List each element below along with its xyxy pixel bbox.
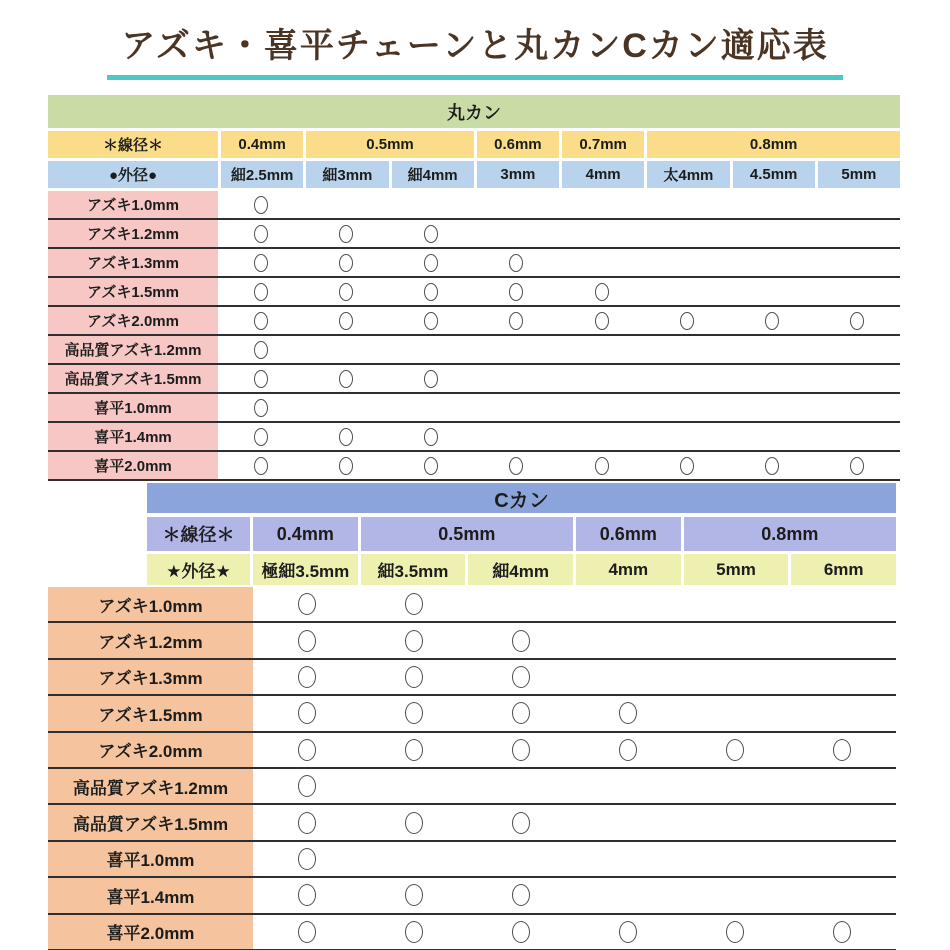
compatibility-cell: [644, 336, 729, 363]
compatibility-cell: [644, 220, 729, 247]
compatibility-cell: [474, 452, 559, 479]
compatibility-cell: [360, 769, 467, 803]
compatibility-cell: [559, 220, 644, 247]
compatibility-cell: [815, 191, 900, 218]
table-row: [48, 220, 900, 249]
compatibility-cell: [389, 220, 474, 247]
ckan-table: [48, 483, 896, 950]
row-label: アズキ1.2mm: [48, 623, 253, 657]
circle-mark: [680, 457, 694, 475]
circle-mark: [254, 428, 268, 446]
circle-mark: [619, 702, 637, 724]
circle-mark: [298, 593, 316, 615]
compatibility-cell: [644, 249, 729, 276]
compatibility-cell: [389, 249, 474, 276]
compatibility-cell: [789, 696, 896, 730]
circle-mark: [339, 457, 353, 475]
compatibility-cell: [644, 365, 729, 392]
compatibility-cell: [789, 623, 896, 657]
compatibility-cell: [730, 336, 815, 363]
row-label: アズキ1.3mm: [48, 660, 253, 694]
compatibility-cell: [574, 842, 681, 876]
row-label: 喜平2.0mm: [48, 915, 253, 949]
compatibility-cell: [360, 915, 467, 949]
compatibility-cell: [303, 394, 388, 421]
compatibility-cell: [789, 805, 896, 839]
circle-mark: [509, 254, 523, 272]
circle-mark: [254, 283, 268, 301]
compatibility-cell: [682, 623, 789, 657]
table-row: [48, 660, 896, 696]
column-header: 6mm: [791, 554, 896, 585]
compatibility-cell: [682, 660, 789, 694]
compatibility-cell: [682, 696, 789, 730]
circle-mark: [424, 428, 438, 446]
compatibility-cell: [303, 365, 388, 392]
circle-mark: [254, 457, 268, 475]
column-header: 4mm: [576, 554, 681, 585]
compatibility-cell: [559, 249, 644, 276]
circle-mark: [298, 666, 316, 688]
circle-mark: [509, 312, 523, 330]
circle-mark: [339, 370, 353, 388]
compatibility-cell: [574, 660, 681, 694]
table-row: [48, 769, 896, 805]
wire-diameter-value: 0.8mm: [647, 131, 900, 158]
compatibility-cell: [303, 191, 388, 218]
compatibility-cell: [253, 769, 360, 803]
circle-mark: [509, 283, 523, 301]
compatibility-cell: [815, 278, 900, 305]
circle-mark: [405, 593, 423, 615]
circle-mark: [512, 921, 530, 943]
compatibility-cell: [253, 587, 360, 621]
compatibility-cell: [789, 769, 896, 803]
compatibility-cell: [303, 452, 388, 479]
compatibility-cell: [815, 394, 900, 421]
compatibility-cell: [467, 733, 574, 767]
column-header: 極細3.5mm: [253, 554, 358, 585]
compatibility-cell: [644, 307, 729, 334]
circle-mark: [254, 225, 268, 243]
compatibility-cell: [789, 660, 896, 694]
table-title: 丸カン: [48, 95, 900, 128]
compatibility-cell: [303, 307, 388, 334]
row-label: 喜平1.4mm: [48, 423, 218, 450]
column-header: 5mm: [818, 161, 900, 188]
circle-mark: [726, 921, 744, 943]
row-label: 喜平1.0mm: [48, 842, 253, 876]
wire-diameter-value: 0.7mm: [562, 131, 644, 158]
compatibility-cell: [253, 842, 360, 876]
compatibility-cell: [474, 307, 559, 334]
compatibility-cell: [360, 623, 467, 657]
circle-mark: [405, 739, 423, 761]
compatibility-cell: [218, 365, 303, 392]
compatibility-cell: [467, 915, 574, 949]
compatibility-cell: [218, 220, 303, 247]
circle-mark: [298, 775, 316, 797]
compatibility-cell: [682, 769, 789, 803]
compatibility-cell: [389, 307, 474, 334]
compatibility-cell: [789, 915, 896, 949]
circle-mark: [619, 739, 637, 761]
compatibility-cell: [559, 336, 644, 363]
table-row: [48, 878, 896, 914]
circle-mark: [424, 370, 438, 388]
compatibility-cell: [389, 423, 474, 450]
table-row: [48, 915, 896, 950]
compatibility-cell: [253, 878, 360, 912]
compatibility-cell: [815, 220, 900, 247]
circle-mark: [405, 666, 423, 688]
table-row: [48, 394, 900, 423]
circle-mark: [424, 312, 438, 330]
compatibility-cell: [389, 191, 474, 218]
compatibility-cell: [815, 365, 900, 392]
table-row: [48, 733, 896, 769]
column-header: 3mm: [477, 161, 559, 188]
compatibility-cell: [474, 220, 559, 247]
compatibility-cell: [815, 249, 900, 276]
row-label: アズキ2.0mm: [48, 733, 253, 767]
row-label: アズキ1.5mm: [48, 696, 253, 730]
table-row: [48, 365, 900, 394]
circle-mark: [254, 312, 268, 330]
compatibility-cell: [730, 365, 815, 392]
column-header: 細2.5mm: [221, 161, 303, 188]
wire-diameter-value: 0.8mm: [684, 517, 896, 551]
circle-mark: [765, 457, 779, 475]
wire-diameter-row: [48, 131, 900, 158]
table-row: [48, 696, 896, 732]
row-label: 喜平1.0mm: [48, 394, 218, 421]
row-label: 高品質アズキ1.2mm: [48, 769, 253, 803]
wire-diameter-label: ＊線径＊: [147, 517, 250, 551]
compatibility-cell: [474, 365, 559, 392]
compatibility-cell: [467, 842, 574, 876]
circle-mark: [424, 225, 438, 243]
compatibility-cell: [303, 423, 388, 450]
column-header: 4.5mm: [733, 161, 815, 188]
circle-mark: [298, 848, 316, 870]
compatibility-cell: [474, 336, 559, 363]
row-label: 喜平2.0mm: [48, 452, 218, 479]
compatibility-cell: [303, 278, 388, 305]
compatibility-cell: [389, 278, 474, 305]
table-row: [48, 278, 900, 307]
circle-mark: [424, 254, 438, 272]
compatibility-cell: [218, 191, 303, 218]
compatibility-cell: [559, 452, 644, 479]
outer-diameter-row: [48, 161, 900, 188]
table-row: [48, 623, 896, 659]
row-label: 高品質アズキ1.5mm: [48, 805, 253, 839]
circle-mark: [850, 457, 864, 475]
circle-mark: [619, 921, 637, 943]
compatibility-cell: [218, 307, 303, 334]
circle-mark: [254, 196, 268, 214]
column-header: 細4mm: [468, 554, 573, 585]
compatibility-cell: [389, 365, 474, 392]
compatibility-cell: [474, 423, 559, 450]
compatibility-cell: [682, 915, 789, 949]
compatibility-cell: [467, 696, 574, 730]
compatibility-cell: [559, 365, 644, 392]
compatibility-cell: [815, 307, 900, 334]
row-label: アズキ2.0mm: [48, 307, 218, 334]
table-row: [48, 191, 900, 220]
wire-diameter-row: [147, 517, 896, 551]
compatibility-cell: [730, 307, 815, 334]
wire-diameter-value: 0.6mm: [576, 517, 681, 551]
compatibility-cell: [574, 733, 681, 767]
compatibility-cell: [303, 336, 388, 363]
page-title: アズキ・喜平チェーンと丸カンCカン適応表: [107, 18, 843, 80]
outer-diameter-row: [147, 554, 896, 585]
compatibility-cell: [644, 278, 729, 305]
compatibility-cell: [303, 220, 388, 247]
row-label: アズキ1.0mm: [48, 587, 253, 621]
compatibility-cell: [682, 587, 789, 621]
circle-mark: [298, 702, 316, 724]
table-row: [48, 249, 900, 278]
compatibility-cell: [218, 394, 303, 421]
compatibility-cell: [474, 278, 559, 305]
compatibility-cell: [303, 249, 388, 276]
row-label: アズキ1.5mm: [48, 278, 218, 305]
table-row: [48, 336, 900, 365]
circle-mark: [405, 921, 423, 943]
circle-mark: [680, 312, 694, 330]
compatibility-cell: [574, 805, 681, 839]
compatibility-cell: [467, 587, 574, 621]
circle-mark: [509, 457, 523, 475]
circle-mark: [254, 341, 268, 359]
circle-mark: [595, 457, 609, 475]
compatibility-cell: [574, 623, 681, 657]
compatibility-cell: [474, 249, 559, 276]
compatibility-cell: [389, 452, 474, 479]
compatibility-cell: [253, 660, 360, 694]
compatibility-cell: [559, 307, 644, 334]
compatibility-cell: [644, 394, 729, 421]
compatibility-cell: [559, 278, 644, 305]
table-title: Cカン: [147, 483, 896, 513]
compatibility-cell: [253, 623, 360, 657]
compatibility-cell: [360, 733, 467, 767]
column-header: 5mm: [684, 554, 789, 585]
column-header: 太4mm: [647, 161, 729, 188]
compatibility-cell: [574, 915, 681, 949]
compatibility-cell: [789, 587, 896, 621]
row-label: アズキ1.0mm: [48, 191, 218, 218]
circle-mark: [833, 739, 851, 761]
circle-mark: [424, 457, 438, 475]
circle-mark: [512, 666, 530, 688]
circle-mark: [405, 812, 423, 834]
compatibility-cell: [218, 336, 303, 363]
marukan-table: [48, 95, 900, 481]
circle-mark: [512, 812, 530, 834]
circle-mark: [298, 812, 316, 834]
title-area: [0, 18, 950, 80]
circle-mark: [512, 739, 530, 761]
wire-diameter-label: ＊線径＊: [48, 131, 218, 158]
row-label: 高品質アズキ1.5mm: [48, 365, 218, 392]
circle-mark: [726, 739, 744, 761]
wire-diameter-value: 0.5mm: [306, 131, 474, 158]
compatibility-cell: [682, 805, 789, 839]
circle-mark: [254, 254, 268, 272]
table-row: [48, 805, 896, 841]
compatibility-cell: [644, 423, 729, 450]
compatibility-cell: [218, 278, 303, 305]
circle-mark: [405, 702, 423, 724]
table-row: [48, 587, 896, 623]
compatibility-cell: [789, 733, 896, 767]
compatibility-cell: [218, 452, 303, 479]
circle-mark: [254, 370, 268, 388]
column-header: 4mm: [562, 161, 644, 188]
compatibility-cell: [682, 733, 789, 767]
compatibility-cell: [559, 191, 644, 218]
row-label: 喜平1.4mm: [48, 878, 253, 912]
compatibility-cell: [574, 878, 681, 912]
table-row: [48, 452, 900, 481]
compatibility-cell: [730, 452, 815, 479]
circle-mark: [298, 921, 316, 943]
wire-diameter-value: 0.5mm: [361, 517, 573, 551]
compatibility-cell: [574, 587, 681, 621]
compatibility-cell: [644, 452, 729, 479]
circle-mark: [833, 921, 851, 943]
circle-mark: [405, 884, 423, 906]
compatibility-cell: [730, 278, 815, 305]
compatibility-cell: [559, 394, 644, 421]
compatibility-cell: [574, 769, 681, 803]
table-row: [48, 307, 900, 336]
compatibility-cell: [389, 394, 474, 421]
compatibility-cell: [559, 423, 644, 450]
compatibility-cell: [253, 696, 360, 730]
compatibility-cell: [730, 394, 815, 421]
circle-mark: [595, 283, 609, 301]
compatibility-cell: [467, 623, 574, 657]
compatibility-cell: [730, 220, 815, 247]
compatibility-cell: [389, 336, 474, 363]
compatibility-cell: [467, 769, 574, 803]
column-header: 細4mm: [392, 161, 474, 188]
circle-mark: [850, 312, 864, 330]
row-label: 高品質アズキ1.2mm: [48, 336, 218, 363]
compatibility-cell: [253, 733, 360, 767]
circle-mark: [254, 399, 268, 417]
compatibility-cell: [360, 660, 467, 694]
circle-mark: [595, 312, 609, 330]
compatibility-cell: [815, 423, 900, 450]
row-label: アズキ1.2mm: [48, 220, 218, 247]
row-label: アズキ1.3mm: [48, 249, 218, 276]
circle-mark: [298, 630, 316, 652]
circle-mark: [339, 254, 353, 272]
column-header: 細3.5mm: [361, 554, 466, 585]
outer-diameter-label: ★外径★: [147, 554, 250, 585]
compatibility-cell: [467, 805, 574, 839]
compatibility-cell: [682, 878, 789, 912]
circle-mark: [339, 225, 353, 243]
circle-mark: [339, 312, 353, 330]
compatibility-cell: [815, 452, 900, 479]
wire-diameter-value: 0.6mm: [477, 131, 559, 158]
compatibility-cell: [467, 660, 574, 694]
compatibility-cell: [815, 336, 900, 363]
compatibility-cell: [253, 915, 360, 949]
wire-diameter-value: 0.4mm: [221, 131, 303, 158]
compatibility-cell: [574, 696, 681, 730]
compatibility-cell: [467, 878, 574, 912]
compatibility-cell: [730, 249, 815, 276]
circle-mark: [765, 312, 779, 330]
compatibility-cell: [360, 696, 467, 730]
column-header: 細3mm: [306, 161, 388, 188]
compatibility-cell: [789, 842, 896, 876]
circle-mark: [339, 283, 353, 301]
circle-mark: [512, 630, 530, 652]
circle-mark: [405, 630, 423, 652]
circle-mark: [298, 884, 316, 906]
compatibility-cell: [682, 842, 789, 876]
compatibility-cell: [474, 394, 559, 421]
circle-mark: [424, 283, 438, 301]
circle-mark: [512, 702, 530, 724]
compatibility-cell: [730, 191, 815, 218]
compatibility-cell: [644, 191, 729, 218]
compatibility-cell: [474, 191, 559, 218]
compatibility-cell: [789, 878, 896, 912]
circle-mark: [298, 739, 316, 761]
circle-mark: [339, 428, 353, 446]
compatibility-cell: [218, 249, 303, 276]
compatibility-cell: [360, 805, 467, 839]
compatibility-cell: [360, 842, 467, 876]
compatibility-cell: [360, 878, 467, 912]
table-row: [48, 423, 900, 452]
table-row: [48, 842, 896, 878]
compatibility-cell: [253, 805, 360, 839]
compatibility-cell: [360, 587, 467, 621]
circle-mark: [512, 884, 530, 906]
compatibility-cell: [730, 423, 815, 450]
wire-diameter-value: 0.4mm: [253, 517, 358, 551]
compatibility-cell: [218, 423, 303, 450]
outer-diameter-label: ●外径●: [48, 161, 218, 188]
